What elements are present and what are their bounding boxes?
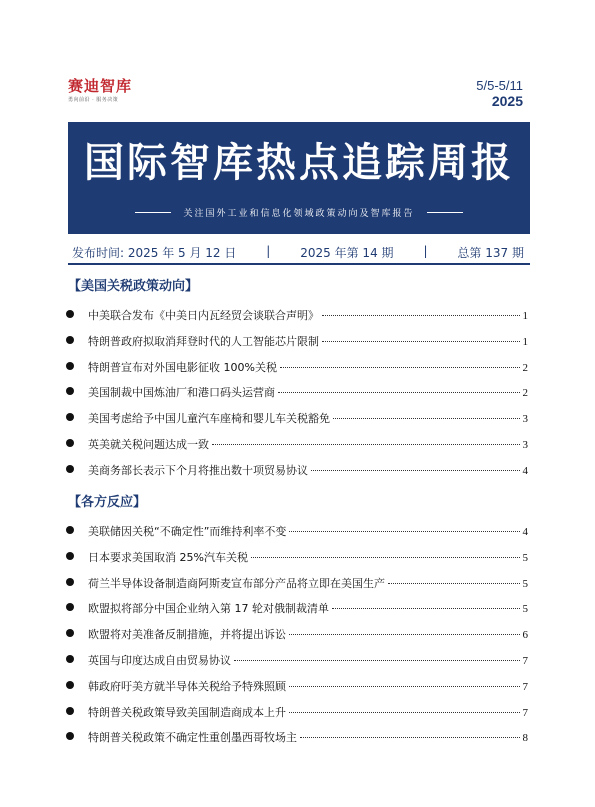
toc-item[interactable] bbox=[66, 678, 528, 704]
logo-slogan: 勇向前沿 · 服务决策 bbox=[68, 97, 119, 103]
toc-item[interactable] bbox=[66, 523, 528, 549]
bullet-icon bbox=[66, 707, 74, 715]
toc-item-title: 日本要求美国取消 25%汽车关税 bbox=[88, 550, 248, 564]
toc-item-page: 5 bbox=[522, 551, 528, 564]
subtitle-rule-right bbox=[427, 212, 463, 213]
toc-item-title: 特朗普政府拟取消拜登时代的人工智能芯片限制 bbox=[88, 334, 319, 348]
toc-item-page: 3 bbox=[522, 438, 528, 451]
date-range: 5/5-5/11 bbox=[476, 78, 523, 93]
dot-leader bbox=[289, 531, 519, 532]
toc-item[interactable] bbox=[66, 729, 528, 755]
dot-leader bbox=[280, 367, 520, 368]
bullet-icon bbox=[66, 578, 74, 586]
toc-item-page: 1 bbox=[522, 310, 528, 322]
bullet-icon bbox=[66, 655, 74, 663]
toc-item-title: 欧盟将对美准备反制措施，并将提出诉讼 bbox=[88, 628, 286, 642]
dot-leader bbox=[234, 660, 520, 661]
subtitle-rule-left bbox=[135, 212, 171, 213]
toc-item-page: 2 bbox=[522, 361, 528, 374]
bullet-icon bbox=[66, 310, 74, 318]
dot-leader bbox=[212, 444, 520, 445]
total-issue-number: 总第 137 期 bbox=[457, 246, 524, 260]
toc-item[interactable] bbox=[66, 410, 528, 436]
toc-item[interactable] bbox=[66, 626, 528, 652]
title-banner bbox=[68, 122, 530, 234]
toc-item-title: 美联储因关税“不确定性”而维持利率不变 bbox=[88, 525, 287, 538]
info-separator: | bbox=[423, 244, 428, 258]
toc-item-title: 荷兰半导体设备制造商阿斯麦宣布部分产品将立即在美国生产 bbox=[88, 576, 385, 590]
toc-item-title: 美国考虑给予中国儿童汽车座椅和婴儿车关税豁免 bbox=[88, 412, 330, 426]
logo-text: 赛迪智库 bbox=[68, 77, 133, 95]
bullet-icon bbox=[66, 439, 74, 447]
toc-item-title: 特朗普关税政策不确定性重创墨西哥牧场主 bbox=[88, 731, 297, 745]
toc-item-page: 7 bbox=[522, 706, 528, 719]
report-title: 国际智库热点追踪周报 bbox=[84, 139, 514, 186]
bullet-icon bbox=[66, 465, 74, 473]
bullet-icon bbox=[66, 732, 74, 740]
dot-leader bbox=[278, 392, 520, 393]
toc-item-title: 英美就关税问题达成一致 bbox=[88, 437, 209, 451]
bullet-icon bbox=[66, 526, 74, 534]
toc-item-page: 3 bbox=[522, 413, 528, 426]
toc-item-page: 5 bbox=[522, 603, 528, 616]
section-heading-reactions: 【各方反应】 bbox=[68, 495, 147, 510]
toc-item-page: 4 bbox=[522, 464, 528, 477]
toc-item-page: 4 bbox=[522, 526, 528, 538]
bullet-icon bbox=[66, 336, 74, 344]
issue-range bbox=[476, 78, 523, 109]
dot-leader bbox=[333, 418, 520, 419]
header-divider bbox=[68, 263, 530, 265]
toc-item[interactable] bbox=[66, 704, 528, 730]
toc-item-title: 美商务部长表示下个月将推出数十项贸易协议 bbox=[88, 463, 308, 477]
toc-item[interactable] bbox=[66, 384, 528, 410]
dot-leader bbox=[388, 583, 520, 584]
ccid-logo bbox=[68, 78, 132, 103]
toc-item[interactable] bbox=[66, 359, 528, 385]
toc-item[interactable] bbox=[66, 575, 528, 601]
dot-leader bbox=[322, 341, 520, 342]
publish-date: 发布时间: 2025 年 5 月 12 日 bbox=[72, 246, 237, 260]
issue-year: 2025 bbox=[491, 93, 523, 109]
toc-item-title: 中美联合发布《中美日内瓦经贸会谈联合声明》 bbox=[88, 309, 319, 322]
dot-leader bbox=[289, 634, 520, 635]
toc-item[interactable] bbox=[66, 436, 528, 462]
toc-item-page: 7 bbox=[522, 654, 528, 667]
toc-item[interactable] bbox=[66, 600, 528, 626]
bullet-icon bbox=[66, 413, 74, 421]
dot-leader bbox=[300, 737, 520, 738]
toc-list-reactions bbox=[66, 523, 528, 755]
dot-leader bbox=[289, 686, 520, 687]
bullet-icon bbox=[66, 387, 74, 395]
bullet-icon bbox=[66, 629, 74, 637]
info-separator: | bbox=[266, 244, 271, 258]
toc-item-title: 美国制裁中国炼油厂和港口码头运营商 bbox=[88, 386, 275, 400]
toc-item-page: 6 bbox=[522, 629, 528, 642]
dot-leader bbox=[311, 470, 520, 471]
banner-subtitle: 关注国外工业和信息化领域政策动向及智库报告 bbox=[183, 209, 415, 219]
toc-item-page: 8 bbox=[522, 732, 528, 745]
publication-info bbox=[72, 244, 524, 261]
toc-item-title: 欧盟拟将部分中国企业纳入第 17 轮对俄制裁清单 bbox=[88, 602, 329, 616]
bullet-icon bbox=[66, 362, 74, 370]
dot-leader bbox=[289, 712, 520, 713]
toc-item[interactable] bbox=[66, 333, 528, 359]
dot-leader bbox=[322, 315, 520, 316]
bullet-icon bbox=[66, 603, 74, 611]
toc-item-title: 韩政府吁美方就半导体关税给予特殊照顾 bbox=[88, 679, 286, 693]
toc-item[interactable] bbox=[66, 549, 528, 575]
toc-item[interactable] bbox=[66, 307, 528, 333]
section-heading-us-tariff: 【美国关税政策动向】 bbox=[68, 279, 199, 294]
toc-list-us-tariff bbox=[66, 307, 528, 488]
bullet-icon bbox=[66, 552, 74, 560]
toc-item-page: 1 bbox=[522, 335, 528, 348]
issue-number: 2025 年第 14 期 bbox=[300, 246, 394, 260]
toc-item[interactable] bbox=[66, 462, 528, 488]
toc-item-title: 特朗普宣布对外国电影征收 100%关税 bbox=[88, 360, 277, 374]
toc-item-title: 特朗普关税政策导致美国制造商成本上升 bbox=[88, 705, 286, 719]
toc-item-title: 英国与印度达成自由贸易协议 bbox=[88, 653, 231, 667]
toc-item-page: 2 bbox=[522, 387, 528, 400]
toc-item[interactable] bbox=[66, 652, 528, 678]
toc-item-page: 5 bbox=[522, 577, 528, 590]
toc-item-page: 7 bbox=[522, 680, 528, 693]
banner-subtitle-row bbox=[68, 206, 530, 219]
dot-leader bbox=[251, 557, 520, 558]
dot-leader bbox=[332, 608, 520, 609]
bullet-icon bbox=[66, 681, 74, 689]
